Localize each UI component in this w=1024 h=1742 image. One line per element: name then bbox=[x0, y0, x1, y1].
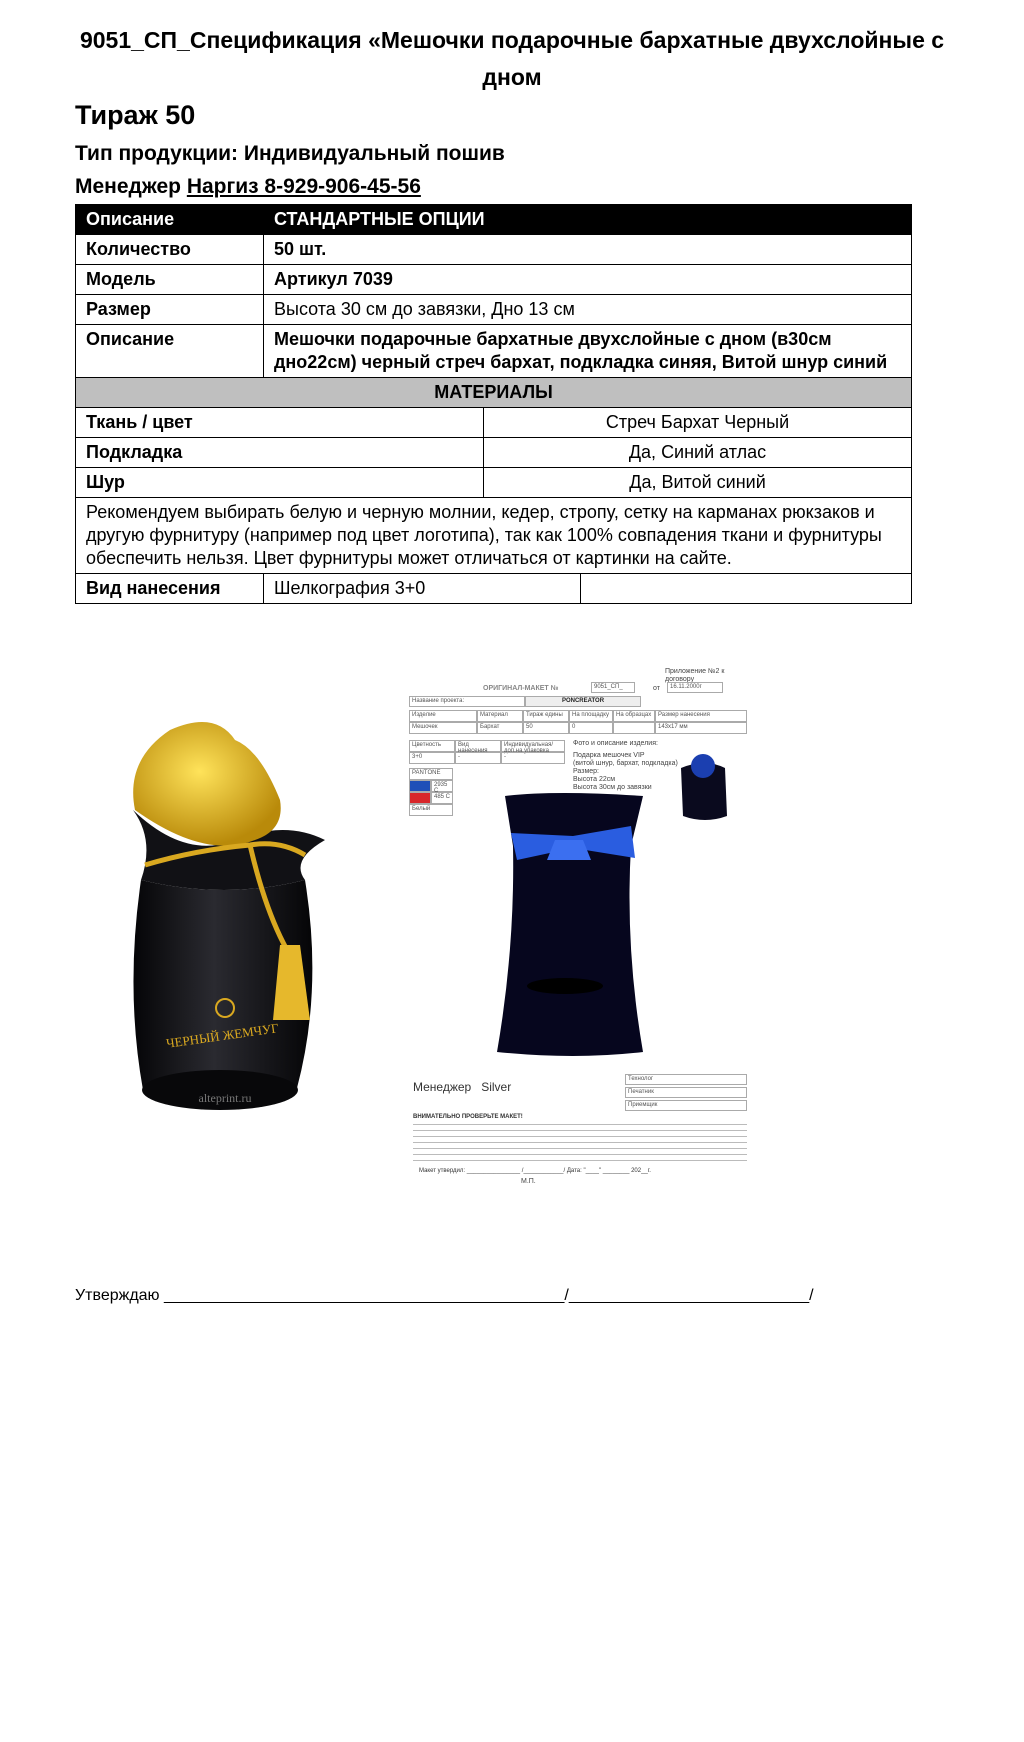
table-row bbox=[76, 325, 912, 378]
empty-cell bbox=[581, 574, 912, 604]
pantone-name: 2935 C bbox=[431, 780, 453, 792]
desc-line: Подарка мешочек VIP bbox=[573, 752, 645, 759]
col-head: Тираж едины bbox=[523, 710, 569, 722]
desc-line: (витой шнур, бархат, подкладка) bbox=[573, 760, 678, 767]
mockup-manager bbox=[413, 1080, 511, 1094]
table-row bbox=[76, 574, 912, 604]
product-type: Тип продукции: Индивидуальный пошив bbox=[75, 142, 505, 165]
mockup-thumb-top bbox=[691, 754, 715, 778]
mockup-date: 16.11.2000г bbox=[667, 682, 723, 693]
col-head: На площадку bbox=[569, 710, 613, 722]
material-value: Да, Витой синий bbox=[484, 468, 912, 498]
mockup-mp: М.П. bbox=[521, 1178, 536, 1185]
col-val: 0 bbox=[569, 722, 613, 734]
col-val: 143х17 мм bbox=[655, 722, 747, 734]
print-run: Тираж 50 bbox=[75, 100, 196, 130]
manager-line bbox=[75, 175, 421, 199]
materials-header bbox=[76, 378, 912, 408]
row-value: Высота 30 см до завязки, Дно 13 см bbox=[264, 295, 912, 325]
col2-val: - bbox=[455, 752, 501, 764]
application-label: Вид нанесения bbox=[76, 574, 264, 604]
row-value: 50 шт. bbox=[264, 235, 912, 265]
row-label: Описание bbox=[76, 325, 264, 378]
project-label: Название проекта: bbox=[409, 696, 525, 707]
col2-val: - bbox=[501, 752, 565, 764]
document-title: 9051_СП_Спецификация «Мешочки подарочные бархатные двухслойные с дном bbox=[79, 27, 945, 90]
mockup-drawing bbox=[405, 668, 755, 1190]
table-row bbox=[76, 438, 912, 468]
mockup-right-box: Технолог bbox=[625, 1074, 747, 1085]
col-head: Материал bbox=[477, 710, 523, 722]
application-value: Шелкография 3+0 bbox=[264, 574, 581, 604]
mockup-manager-label: Менеджер bbox=[413, 1080, 472, 1094]
material-label: Ткань / цвет bbox=[76, 408, 484, 438]
col2-head: Вид нанесения bbox=[455, 740, 501, 752]
watermark-text: alteprint.ru bbox=[198, 1091, 252, 1105]
project-value: PONCREATOR bbox=[525, 696, 641, 707]
desc-line: Размер: bbox=[573, 768, 600, 775]
mockup-right-box: Приемщик bbox=[625, 1100, 747, 1111]
manager-prefix: Менеджер bbox=[75, 175, 187, 198]
material-label: Шур bbox=[76, 468, 484, 498]
mockup-fine-print bbox=[413, 1124, 747, 1166]
table-row bbox=[76, 265, 912, 295]
product-photo bbox=[75, 690, 365, 1210]
mockup-number: 9051_СП_ bbox=[591, 682, 635, 693]
col2-val: 3+0 bbox=[409, 752, 455, 764]
gold-lining bbox=[133, 722, 281, 846]
material-value: Стреч Бархат Черный bbox=[484, 408, 912, 438]
desc-line: Высота 22см bbox=[573, 776, 616, 783]
appendix-text: Приложение №2 к договору bbox=[665, 668, 725, 683]
materials-title: МАТЕРИАЛЫ bbox=[76, 378, 912, 408]
spec-table bbox=[75, 204, 912, 604]
table-row bbox=[76, 468, 912, 498]
photo-label: Фото и описание изделия: bbox=[573, 740, 658, 747]
table-row bbox=[76, 408, 912, 438]
mockup-warning: ВНИМАТЕЛЬНО ПРОВЕРЬТЕ МАКЕТ! bbox=[413, 1114, 523, 1120]
col-head: На образцах bbox=[613, 710, 655, 722]
col-head: Изделие bbox=[409, 710, 477, 722]
table-row bbox=[76, 498, 912, 574]
mockup-right-box: Печатник bbox=[625, 1087, 747, 1098]
date-label: от bbox=[653, 685, 660, 692]
brand-text: ЧЕРНЫЙ ЖЕМЧУГ bbox=[165, 1020, 280, 1051]
row-value: Мешочки подарочные бархатные двухслойные с дном (в30см дно22см) черный стреч бархат, подкладка синяя, Витой шнур синий bbox=[264, 325, 912, 378]
pantone-name: Белый bbox=[409, 804, 453, 816]
pantone-name: 485 C bbox=[431, 792, 453, 804]
mockup-approve: Макет утвердил: ________________ /____________/ Дата: "____" ________ 202__г. bbox=[419, 1168, 651, 1174]
col-val: Бархат bbox=[477, 722, 523, 734]
material-label: Подкладка bbox=[76, 438, 484, 468]
table-row bbox=[76, 235, 912, 265]
mockup-manager-name: Silver bbox=[481, 1080, 512, 1094]
signature-line: Утверждаю _____________________________________________/___________________________/ bbox=[75, 1287, 814, 1304]
col-val: 50 bbox=[523, 722, 569, 734]
row-value: Артикул 7039 bbox=[264, 265, 912, 295]
header-cell: Описание bbox=[76, 205, 264, 235]
mockup-smudge bbox=[527, 978, 603, 994]
row-label: Размер bbox=[76, 295, 264, 325]
pantone-label: PANTONE bbox=[409, 768, 453, 780]
note-text: Рекомендуем выбирать белую и черную молнии, кедер, стропу, сетку на карманах рюкзаков и другую фурнитуру (например под цвет логотипа), так как 100% совпадения ткани и фурнитуры обеспечить нельзя. Цвет фурнитуры может отличаться от картинки на сайте. bbox=[76, 498, 912, 574]
manager-contact: Наргиз 8-929-906-45-56 bbox=[186, 175, 421, 198]
original-mockup bbox=[405, 668, 755, 1190]
material-value: Да, Синий атлас bbox=[484, 438, 912, 468]
col-head: Размер нанесения bbox=[655, 710, 747, 722]
col-val: Мешочек bbox=[409, 722, 477, 734]
spec-header-row bbox=[76, 205, 912, 235]
col2-head: Цветность bbox=[409, 740, 455, 752]
desc-line: Высота 30см до завязки bbox=[573, 784, 652, 791]
table-row bbox=[76, 295, 912, 325]
mockup-header-label: ОРИГИНАЛ-МАКЕТ № bbox=[483, 685, 559, 692]
header-cell: СТАНДАРТНЫЕ ОПЦИИ bbox=[264, 205, 912, 235]
row-label: Количество bbox=[76, 235, 264, 265]
col2-head: Индивидуальная/доп.на упаковка bbox=[501, 740, 565, 752]
row-label: Модель bbox=[76, 265, 264, 295]
